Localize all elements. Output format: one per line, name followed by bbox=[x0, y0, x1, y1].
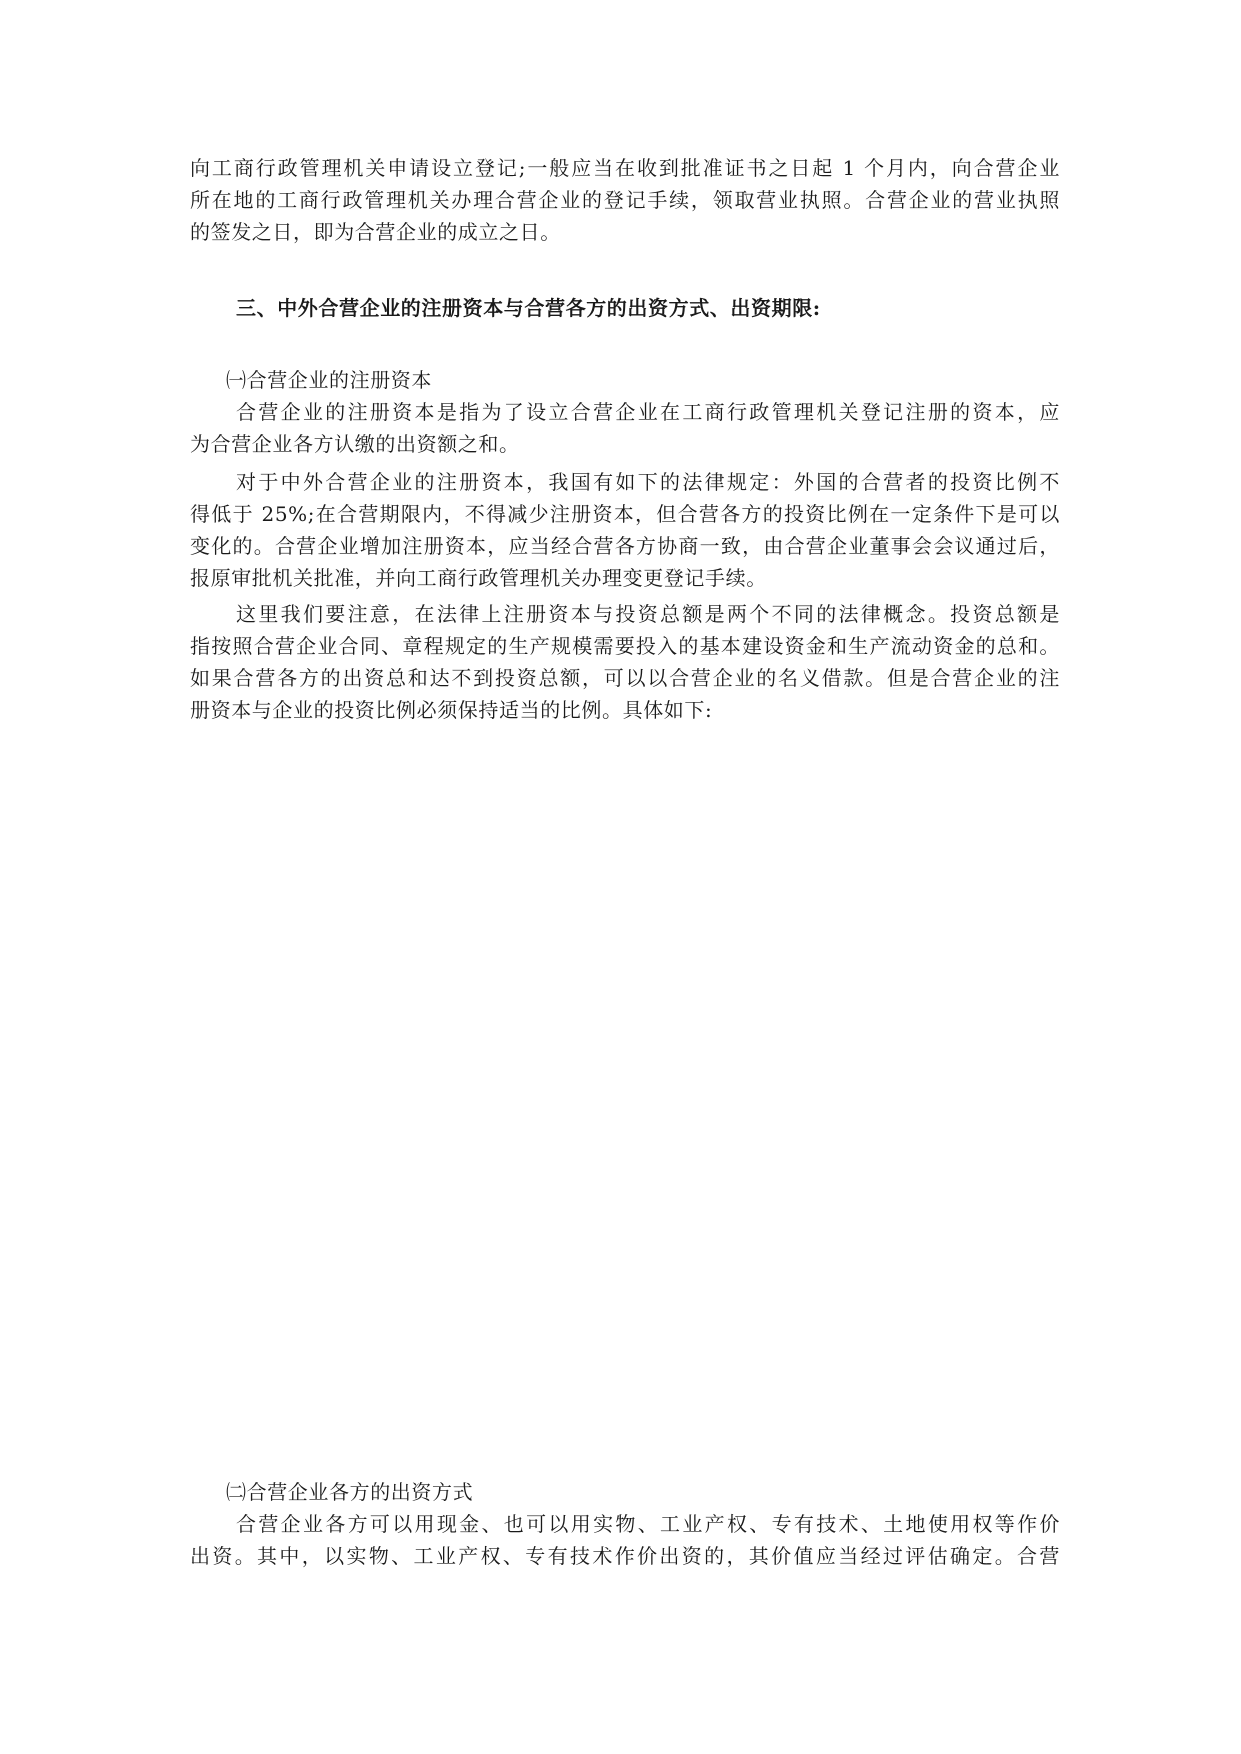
subsection-title: ㈡合营企业各方的出资方式 bbox=[226, 1480, 474, 1504]
paragraph-line: 如果合营各方的出资总和达不到投资总额，可以以合营企业的名义借款。但是合营企业的注 bbox=[190, 666, 1060, 690]
paragraph-line: 报原审批机关批准，并向工商行政管理机关办理变更登记手续。 bbox=[190, 566, 767, 590]
paragraph-line: 变化的。合营企业增加注册资本，应当经合营各方协商一致，由合营企业董事会会议通过后， bbox=[190, 534, 1060, 558]
paragraph-line: 所在地的工商行政管理机关办理合营企业的登记手续，领取营业执照。合营企业的营业执照 bbox=[190, 188, 1060, 212]
paragraph-line: 合营企业的注册资本是指为了设立合营企业在工商行政管理机关登记注册的资本，应 bbox=[236, 400, 1060, 424]
paragraph-line: 对于中外合营企业的注册资本，我国有如下的法律规定：外国的合营者的投资比例不 bbox=[236, 470, 1060, 494]
section-heading: 三、中外合营企业的注册资本与合营各方的出资方式、出资期限: bbox=[236, 296, 821, 320]
paragraph-line: 合营企业各方可以用现金、也可以用实物、工业产权、专有技术、土地使用权等作价 bbox=[236, 1512, 1060, 1536]
paragraph-line: 的签发之日，即为合营企业的成立之日。 bbox=[190, 220, 561, 244]
paragraph-line: 为合营企业各方认缴的出资额之和。 bbox=[190, 432, 520, 456]
paragraph-line: 册资本与企业的投资比例必须保持适当的比例。具体如下: bbox=[190, 698, 713, 722]
paragraph-line: 向工商行政管理机关申请设立登记;一般应当在收到批准证书之日起 1 个月内，向合营企业 bbox=[190, 156, 1060, 180]
paragraph-line: 这里我们要注意，在法律上注册资本与投资总额是两个不同的法律概念。投资总额是 bbox=[236, 602, 1060, 626]
subsection-title: ㈠合营企业的注册资本 bbox=[226, 368, 432, 392]
paragraph-line: 指按照合营企业合同、章程规定的生产规模需要投入的基本建设资金和生产流动资金的总和。 bbox=[190, 634, 1060, 658]
paragraph-line: 得低于 25%;在合营期限内，不得减少注册资本，但合营各方的投资比例在一定条件下是可以 bbox=[190, 502, 1060, 526]
paragraph-line: 出资。其中，以实物、工业产权、专有技术作价出资的，其价值应当经过评估确定。合营 bbox=[190, 1544, 1060, 1568]
